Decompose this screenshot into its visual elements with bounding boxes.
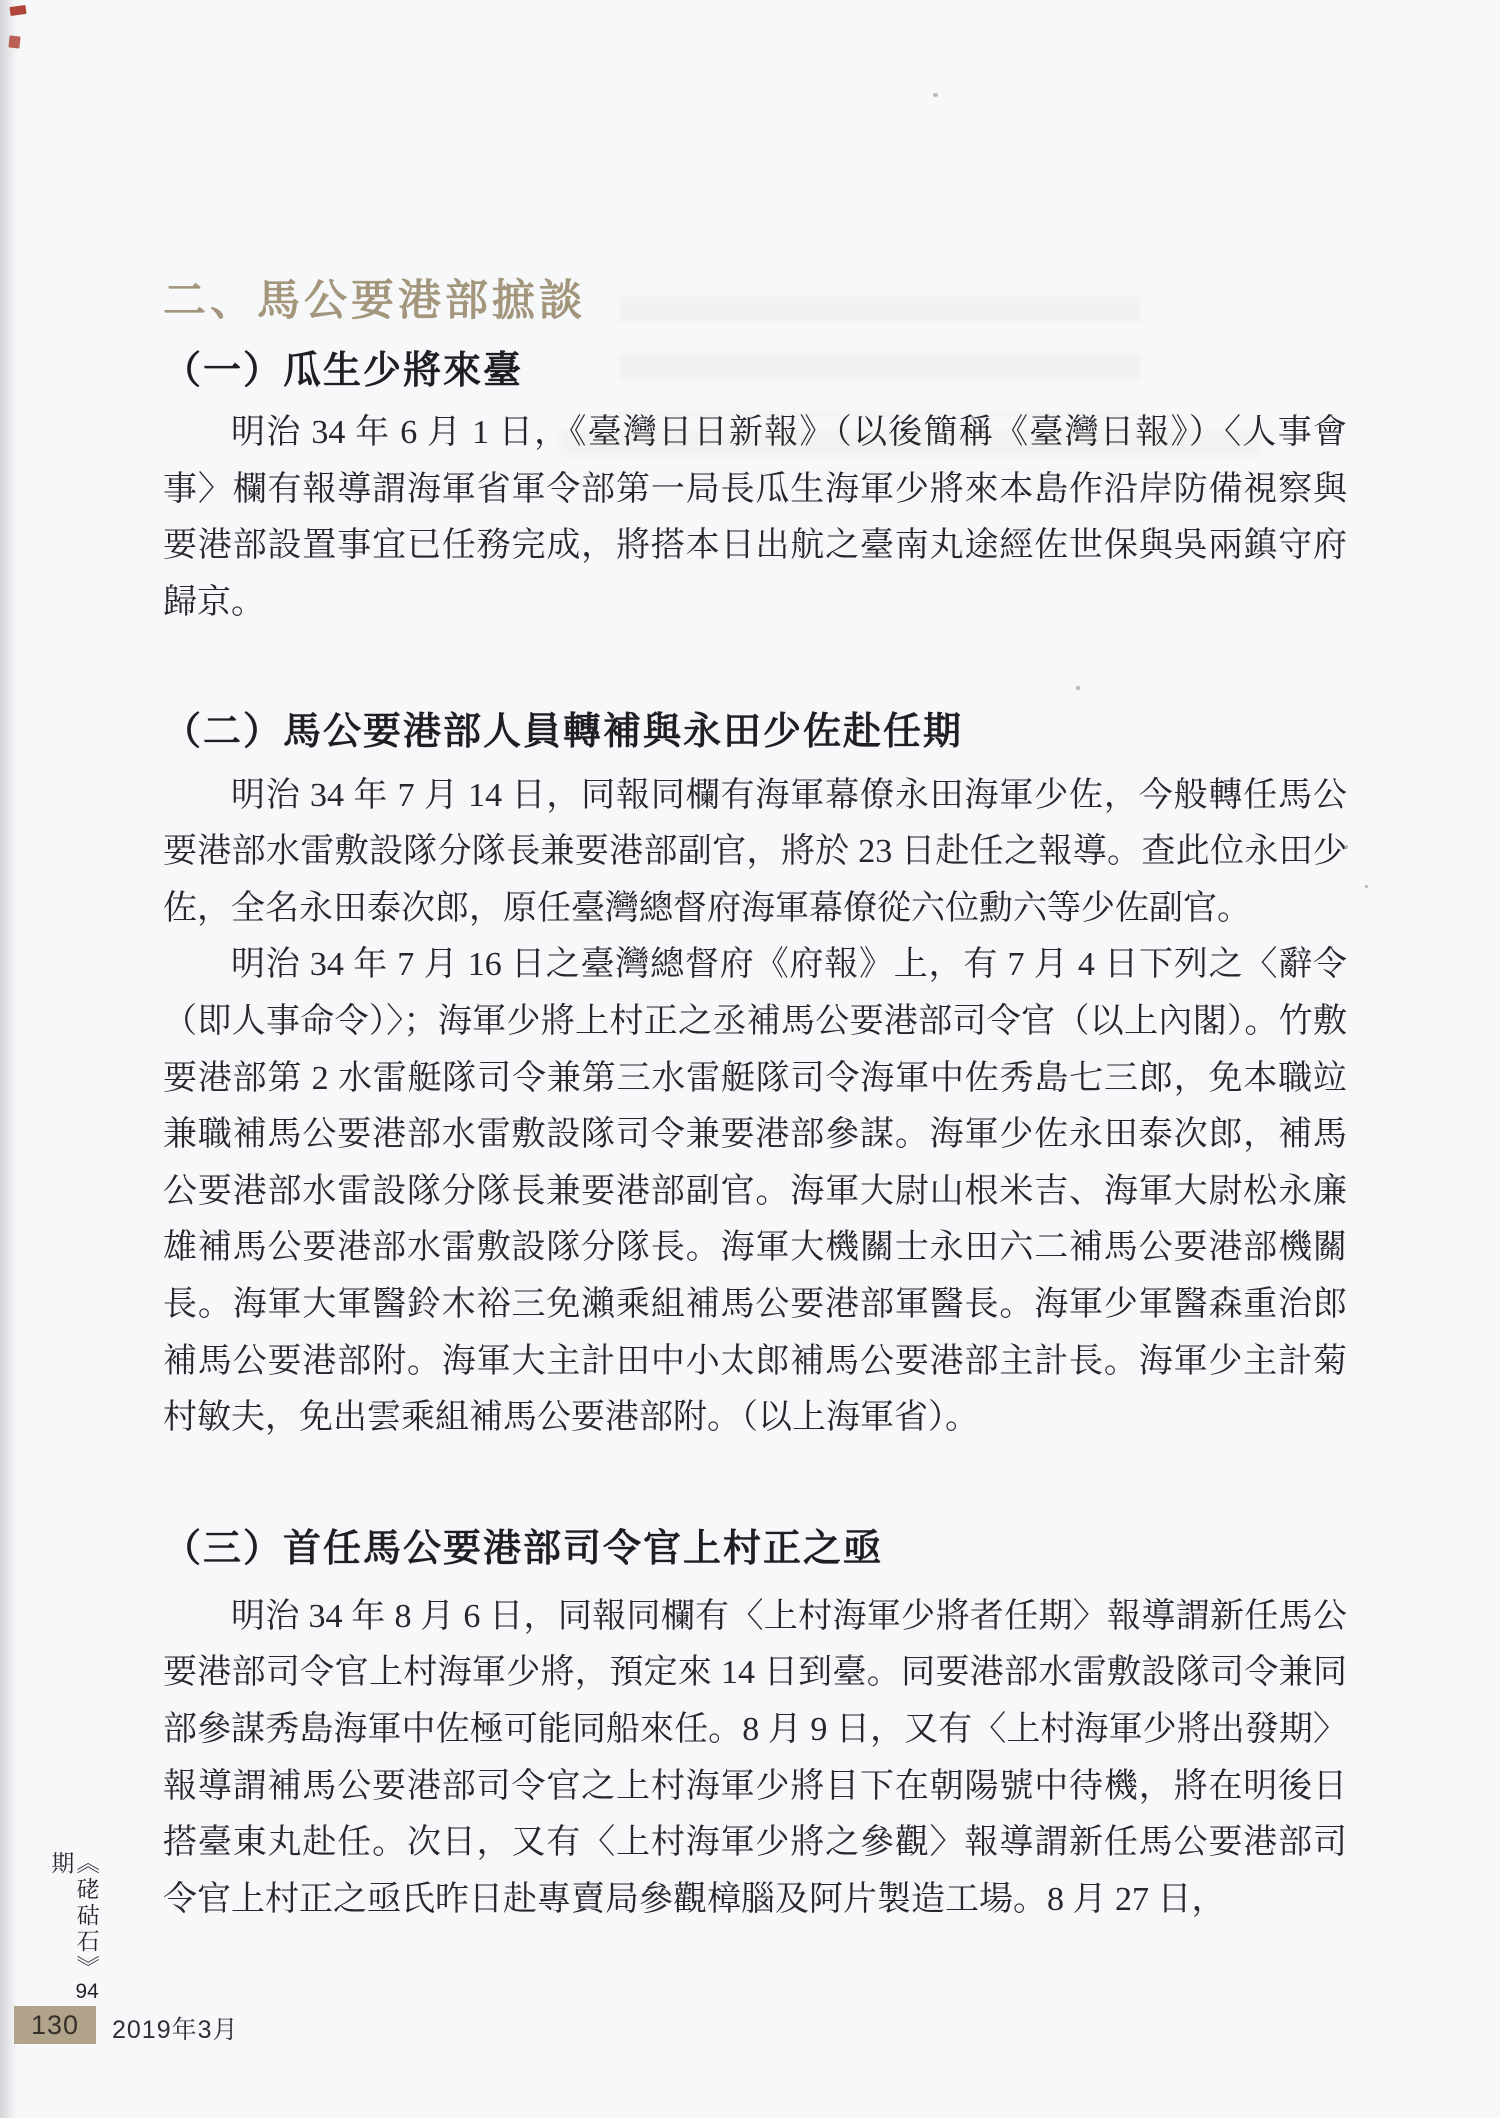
section-heading-1: （一）瓜生少將來臺 (163, 350, 524, 393)
scan-artifact-red-mark (9, 5, 26, 16)
scan-artifact-red-mark (8, 35, 20, 48)
paragraph: 明治 34 年 6 月 1 日，《臺灣日日新報》（以後簡稱《臺灣日報》）〈人事會事〉欄有報導謂海軍省軍令部第一局長瓜生海軍少將來本島作沿岸防備視察與要港部設置事宜已任務完成，將搭本日出航之臺南丸途經佐世保與吳兩鎮守府歸京。 (163, 414, 1347, 622)
paragraph: 明治 34 年 7 月 16 日之臺灣總督府《府報》上，有 7 月 4 日下列之〈辭令（即人事命令）〉；海軍少將上村正之丞補馬公要港部司令官（以上內閣）。竹敷要港部第 2 水雷艇隊司令兼第三水雷艇隊司令海軍中佐秀島七三郎，免本職竝兼職補馬公要港部水雷敷設隊司令兼要港部參謀。海軍少佐永田泰次郎，補馬公要港部水雷設隊分隊長兼要港部副官。海軍大尉山根米吉、海軍大尉松永廉雄補馬公要港部水雷敷設隊分隊長。海軍大機關士永田六二補馬公要港部機關長。海軍大軍醫鈴木裕三免瀨乘組補馬公要港部軍醫長。海軍少軍醫森重治郎補馬公要港部附。海軍大主計田中小太郎補馬公要港部主計長。海軍少主計菊村敏夫，免出雲乘組補馬公要港部附。（以上海軍省）。 (163, 946, 1347, 1437)
section-heading-3: （三）首任馬公要港部司令官上村正之亟 (163, 1527, 884, 1570)
page-title: 二、馬公要港部摭談 (163, 277, 586, 325)
issue-number: 94 (75, 1981, 99, 2002)
page-number-badge: 130 (14, 2006, 96, 2044)
journal-sidebar (48, 1851, 99, 2021)
journal-title: 《硓𥑮石》 (73, 1851, 100, 1981)
paragraph: 明治 34 年 8 月 6 日，同報同欄有〈上村海軍少將者任期〉報導謂新任馬公要港部司令官上村海軍少將，預定來 14 日到臺。同要港部水雷敷設隊司令兼同部參謀秀島海軍中佐極可能同船來任。8 月 9 日，又有〈上村海軍少將出發期〉報導謂補馬公要港部司令官之上村海軍少將目下在朝陽號中待機，將在明後日搭臺東丸赴任。次日，又有〈上村海軍少將之參觀〉報導謂新任馬公要港部司令官上村正之亟氏昨日赴專賣局參觀樟腦及阿片製造工場。8 月 27 日， (163, 1597, 1347, 1918)
paragraph: 明治 34 年 7 月 14 日，同報同欄有海軍幕僚永田海軍少佐，今般轉任馬公要港部水雷敷設隊分隊長兼要港部副官，將於 23 日赴任之報導。查此位永田少佐，全名永田泰次郎，原任臺灣總督府海軍幕僚從六位勳六等少佐副官。 (163, 776, 1347, 927)
scan-edge-shadow (0, 0, 18, 2118)
scan-speck (1365, 885, 1368, 888)
section-heading-2: （二）馬公要港部人員轉補與永田少佐赴任期 (163, 710, 964, 753)
scan-speck (933, 93, 938, 97)
issue-date: 2019年3月 (112, 2016, 239, 2044)
article-body (163, 277, 1347, 1928)
issue-unit: 期 (48, 1851, 75, 1877)
